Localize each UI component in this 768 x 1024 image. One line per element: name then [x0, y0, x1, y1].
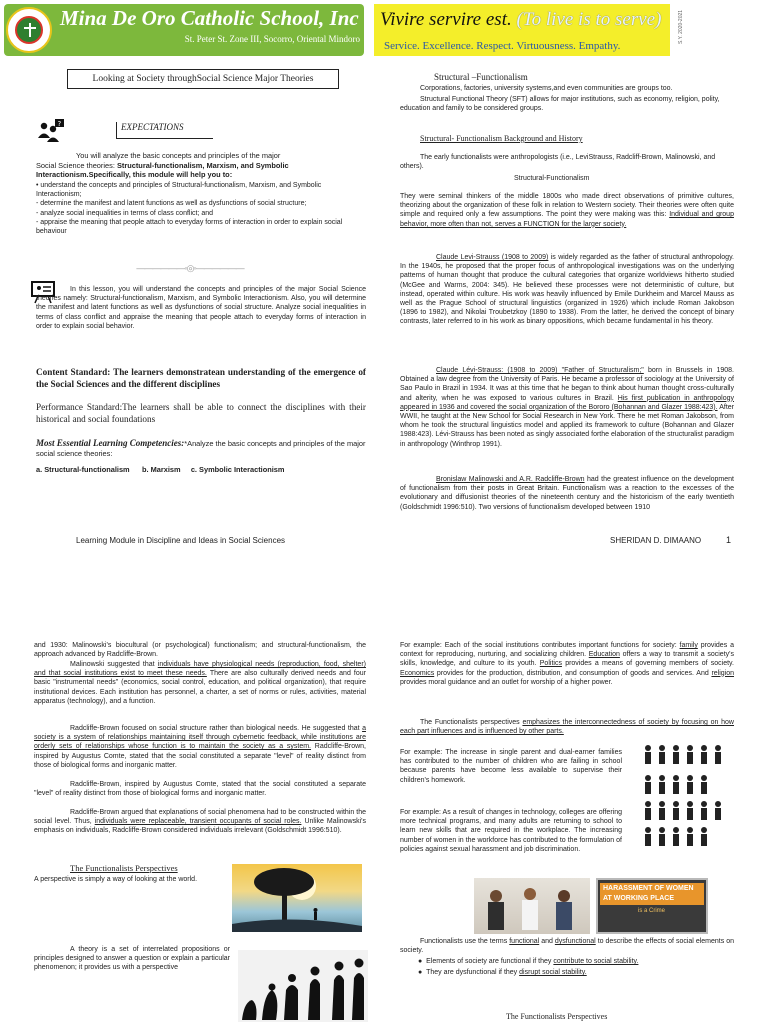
content-standard: Content Standard: The learners demonstratean understanding of the emergence of the Social Sciences and the different disciplines	[36, 367, 366, 389]
paragraph: Claude Lévi-Strauss: (1908 to 2009) "Father of Structuralism;" born in Brussels in 1908. Obtained a law degree from the University of Paris. He became a professor of sociology at the University of Sao Paulo in Brazil in 1934. It was at this time that he began to think about human thought cross-culturally and alterity, when he was exposed to various cultures in Brazil. His first publication in anthropology appeared in 1936 and covered the social organization of the Bororo (Bohannan and Glazer 1988:423). After WWII, he taught at the New School for Social Research in New York. There he met Roman Jakobson, from whom he took the structural linguistics model and applied its framework to culture (Bohannan and Glazer 1988:423). Lévi-Strauss has been noted as singly associated forthe elaboration of the structuralist paradigm in anthropology (Winthrop 1991).	[400, 367, 735, 448]
paragraph: Claude Levi-Strauss (1908 to 2009) is widely regarded as the father of structural anthropology. In the 1940s, he proposed that the proper focus of anthropological investigations was on the underlying patterns of human thought that produce the cultural categories that organize worldviews hitherto studied (McGee and Warms, 2004: 345). He believed these processes were not deterministic of culture, but instead, operated within culture. His work was heavily influenced by Emile Durkheim and Marcel Mauss as well as the Prague School of structural linguistics (organized in 1926) which include Roman Jakobson (1896 to 1982), and Nikolai Troubetzkoy (1890 to 1938). From the latter, he derived the concept of binary contrasts, later referred to in his work as binary oppositions, which became fundamental in his theory.	[400, 254, 734, 326]
paragraph: The early functionalists were anthropologists (i.e., LeviStrauss, Radcliff-Brown, Malinowski, and others).	[400, 154, 716, 171]
page-number: 1	[726, 535, 732, 545]
melc-items: a. Structural-functionalism b. Marxism c. Symbolic Interactionism	[36, 465, 285, 474]
motto-latin: Vivire servire est.	[380, 9, 512, 30]
people-question-icon	[36, 118, 66, 144]
expectations-list	[36, 181, 366, 236]
expectations-heading: EXPECTATIONS	[116, 122, 213, 139]
poster-title: HARASSMENT OF WOMEN AT WORKING PLACE	[600, 883, 704, 905]
paragraph: Radcliffe-Brown focused on social structure rather than biological needs. He suggested that a society is a system of relationships maintaining itself through cybernetic feedback, while institutions are orderly sets of relationships whose function is to maintain the society as a system. Radcliffe-Brown, inspired by Augustus Comte, stated that the social constituted a separate "level" of reality distinct from those of biological forms and inorganic matter.	[34, 725, 366, 769]
melc: Most Essential Learning Competencies:*Analyze the basic concepts and principles of the major social science theories:	[36, 438, 366, 458]
list-item: ● They are dysfunctional if they disrupt social stability.	[418, 969, 587, 976]
perspectives-heading: The Functionalists Perspectives	[70, 863, 178, 873]
list-item: - analyze social inequalities in terms of class conflict; and	[36, 209, 214, 217]
bottom-heading: The Functionalists Perspectives	[506, 1012, 608, 1021]
background-heading: Structural- Functionalism Background and History	[420, 134, 583, 143]
section-heading: Structural –Functionalism	[434, 72, 528, 82]
paragraph: For example: The increase in single parent and dual-earner families has contributed to the number of children who are failing in school because parents have become less available to supervise their children's homework.	[400, 749, 622, 784]
list-item: - appraise the meaning that people attach to everyday forms of interaction in order to explain social behaviour	[36, 218, 343, 236]
paragraph: Radcliffe-Brown, inspired by Augustus Comte, stated that the social constituted a separate "level" of reality distinct from those of biological forms and inorganic matter.	[34, 781, 366, 798]
module-title: Looking at Society throughSocial Science Major Theories	[67, 69, 339, 89]
core-values: Service. Excellence. Respect. Virtuousness. Empathy.	[384, 40, 621, 52]
list-item: • understand the concepts and principles of Structural-functionalism, Marxism, and Symbolic Interactionism;	[36, 182, 322, 199]
sub-heading: Structural-Functionalism	[514, 175, 590, 182]
paragraph: For example: As a result of changes in technology, colleges are offering more technical programs, and many adults are returning to school to learn new skills that are required in the workplace. The increasing number of women in the workforce has contributed to the formulation of policies against sexual harassment and job discrimination.	[400, 809, 622, 853]
svg-text:?: ?	[57, 120, 62, 128]
school-seal-icon	[6, 7, 52, 53]
school-address: St. Peter St. Zone III, Socorro, Oriental Mindoro	[184, 34, 360, 44]
paragraph: For example: Each of the social institutions contributes important functions for society: family provides a context for reproducing, nurturing, and socializing children. Education offers a way to transmit a society's skills, knowledge, and culture to its youth. Politics provides a means of governing members of society. Economics provides for the production, distribution, and consumption of goods and services. And religion provides moral guidance and an outlet for worship of a higher power.	[400, 642, 735, 686]
expectations-intro: You will analyze the basic concepts and principles of the major Social Science theories: Structural-functionalism, Marxism, and Symbolic Interactionism.Specifically, this module will help you to:	[36, 151, 289, 180]
paragraph: Malinowski suggested that individuals have physiological needs (reproduction, food, shelter) and that social institutions exist to meet these needs. There are also culturally derived needs and four basic "instrumental needs" (economics, social control, education, and political organization), that require institutional devices. Each institution has personnel, a charter, a set of norms or rules, activities, material apparatus (technology), and a function.	[34, 661, 366, 705]
divider-ornament: ——————◦◎◦——————	[136, 263, 244, 273]
lesson-overview: In this lesson, you will understand the concepts and principles of the major Social Science theories namely: Structural-functionalism, Marxism, and Symbolic Interactionism. Also, you will determine the manifest and latent functions as well as dysfunctions of social structure. Analyze social inequalities in terms of class conflict and appraise the meaning that people attach to everyday forms of interaction in order to explain social behavior.	[36, 286, 366, 330]
performance-standard: Performance Standard:The learners shall be able to connect the disciplines with their historical and social foundations	[36, 402, 366, 424]
paragraph: Bronislaw Malinowski and A.R. Radcliffe-Brown had the greatest influence on the development of functionalism from their posts in Great Britain. Functionalism was a reaction to the excesses of the evolutionary and diffusionist theories of the nineteenth century and the historicism of the early twentieth (Goldschmidt 1996:510). Two versions of functionalism developed between 1910	[400, 476, 734, 511]
harassment-poster-image	[596, 878, 708, 934]
list-item: ● Elements of society are functional if they contribute to social stability.	[418, 958, 639, 965]
school-motto	[380, 9, 661, 31]
evolution-silhouette-image	[238, 950, 368, 1022]
footer-author: SHERIDAN D. DIMAANO	[610, 536, 702, 545]
paragraph: and 1930: Malinowski's biocultural (or psychological) functionalism; and structural-functionalism, the approach advanced by Radcliffe-Brown.	[34, 642, 366, 659]
vertical-tag: S.Y. 2020-2021	[678, 9, 685, 45]
footer-module: Learning Module in Discipline and Ideas in Social Sciences	[76, 536, 286, 545]
theory-definition: A theory is a set of interrelated propositions or principles designed to answer a question or explain a particular phenomenon; it provides us with a perspective	[34, 946, 230, 972]
school-name: Mina De Oro Catholic School, Inc	[60, 6, 359, 30]
paragraph: Radcliffe-Brown argued that explanations of social phenomena had to be constructed within the social level. Thus, individuals were replaceable, transient occupants of social roles. Unlike Malinowski's emphasis on individuals, Radcliffe-Brown considered individuals irrelevant (Goldschmidt 1996:510).	[34, 809, 366, 835]
perspective-definition: A perspective is simply a way of looking at the world.	[34, 876, 198, 883]
paragraph: The Functionalists perspectives emphasizes the interconnectedness of society by focusing on how each part influences and is influenced by other parts.	[400, 719, 734, 736]
paragraph: Corporations, factories, university systems,and even communities are groups too. Structural Functional Theory (SFT) allows for major institutions, such as economy, religion, polity, education and family to be considered groups.	[400, 85, 720, 113]
family-icons-image	[640, 744, 730, 852]
motto-english: (To live is to serve)	[516, 9, 662, 30]
paragraph: They were seminal thinkers of the middle 1800s who made direct observations of primitive cultures, theorizing about the organization of these folk in relation to Western society. Their theories were often quite simple and required only a few assumptions. The point they were making was this: Individual and group behavior, more often than not, serves a FUNCTION for the larger society.	[400, 193, 734, 228]
list-item: - determine the manifest and latent functions as well as dysfunctions of social structure;	[36, 200, 307, 208]
poster-subtitle: is a Crime	[638, 908, 666, 914]
paragraph: Functionalists use the terms functional and dysfunctional to describe the effects of social elements on society.	[400, 938, 734, 955]
tree-silhouette-image	[232, 864, 362, 932]
office-workers-image	[474, 878, 590, 934]
